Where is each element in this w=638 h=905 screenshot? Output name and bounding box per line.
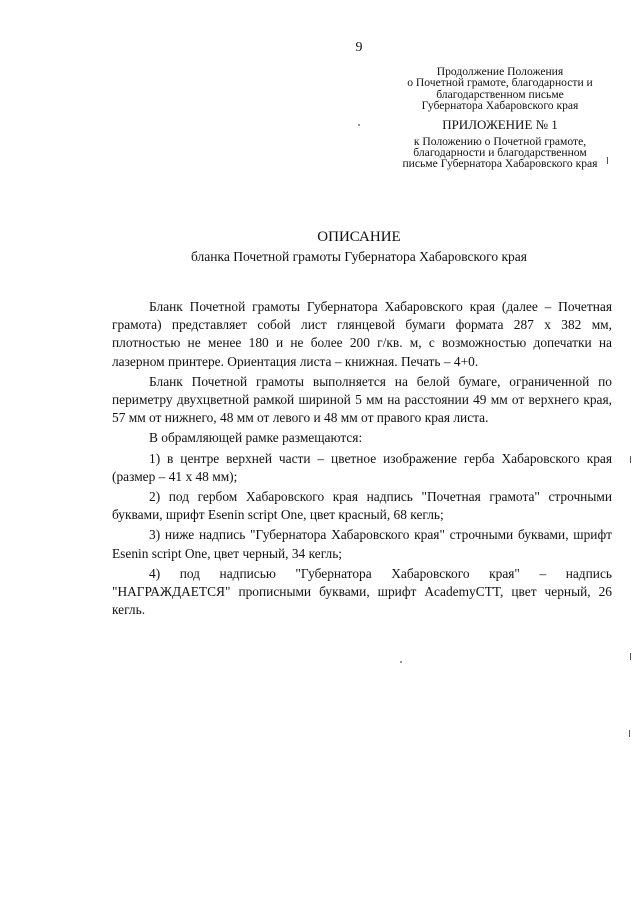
scan-speck	[607, 157, 608, 164]
document-body	[112, 298, 612, 619]
continuation-line: Продолжение Положения	[436, 65, 564, 78]
scan-speck	[400, 661, 402, 663]
list-item: 3) ниже надпись "Губернатора Хабаровского края" строчными буквами, шрифт Esenin script One, цвет черный, 34 кегль;	[112, 527, 612, 561]
document-subtitle: бланка Почетной грамоты Губернатора Хабаровского края	[191, 249, 527, 264]
scan-speck	[358, 124, 360, 126]
scan-speck	[630, 653, 631, 660]
continuation-line: о Почетной грамоте, благодарности и	[407, 76, 593, 90]
list-item: 4) под надписью "Губернатора Хабаровского края" – надпись "НАГРАЖДАЕТСЯ" прописными буквами, шрифт AcademyCTT, цвет черный, 26 кегль.	[112, 565, 612, 618]
paragraph: Бланк Почетной грамоты выполняется на белой бумаге, ограниченной по периметру двухцветной рамкой шириной 5 мм на расстоянии 49 мм от верхнего края, 57 мм от нижнего, 48 мм от левого и 48 мм от правого края листа.	[112, 373, 612, 426]
paragraph: В обрамляющей рамке размещаются:	[149, 430, 363, 446]
appendix-ref-line: к Положению о Почетной грамоте,	[413, 134, 587, 148]
list-item: 1) в центре верхней части – цветное изображение герба Хабаровского края (размер – 41 х 48 мм);	[112, 450, 612, 484]
document-title: ОПИСАНИЕ	[317, 229, 401, 245]
scan-speck	[630, 456, 631, 463]
appendix-ref-line: благодарности и благодарственном	[413, 146, 587, 160]
continuation-line: Губернатора Хабаровского края	[421, 99, 579, 113]
appendix-header	[385, 66, 615, 170]
list-item: 2) под гербом Хабаровского края надпись "Почетная грамота" строчными буквами, шрифт Esenin script One, цвет красный, 68 кегль;	[112, 489, 612, 523]
appendix-title: ПРИЛОЖЕНИЕ № 1	[442, 116, 558, 132]
page-number: 9	[355, 40, 363, 55]
appendix-ref-line: письме Губернатора Хабаровского края	[402, 157, 598, 171]
paragraph: Бланк Почетной грамоты Губернатора Хабаровского края (далее – Почетная грамота) представляет собой лист глянцевой бумаги формата 287 х 382 мм, плотностью не менее 180 и не более 200 г/кв. м, с возможностью допечатки на лазерном принтере. Ориентация листа – книжная. Печать – 4+0.	[112, 299, 612, 369]
scan-speck	[629, 730, 630, 737]
continuation-line: благодарственном письме	[436, 87, 564, 101]
